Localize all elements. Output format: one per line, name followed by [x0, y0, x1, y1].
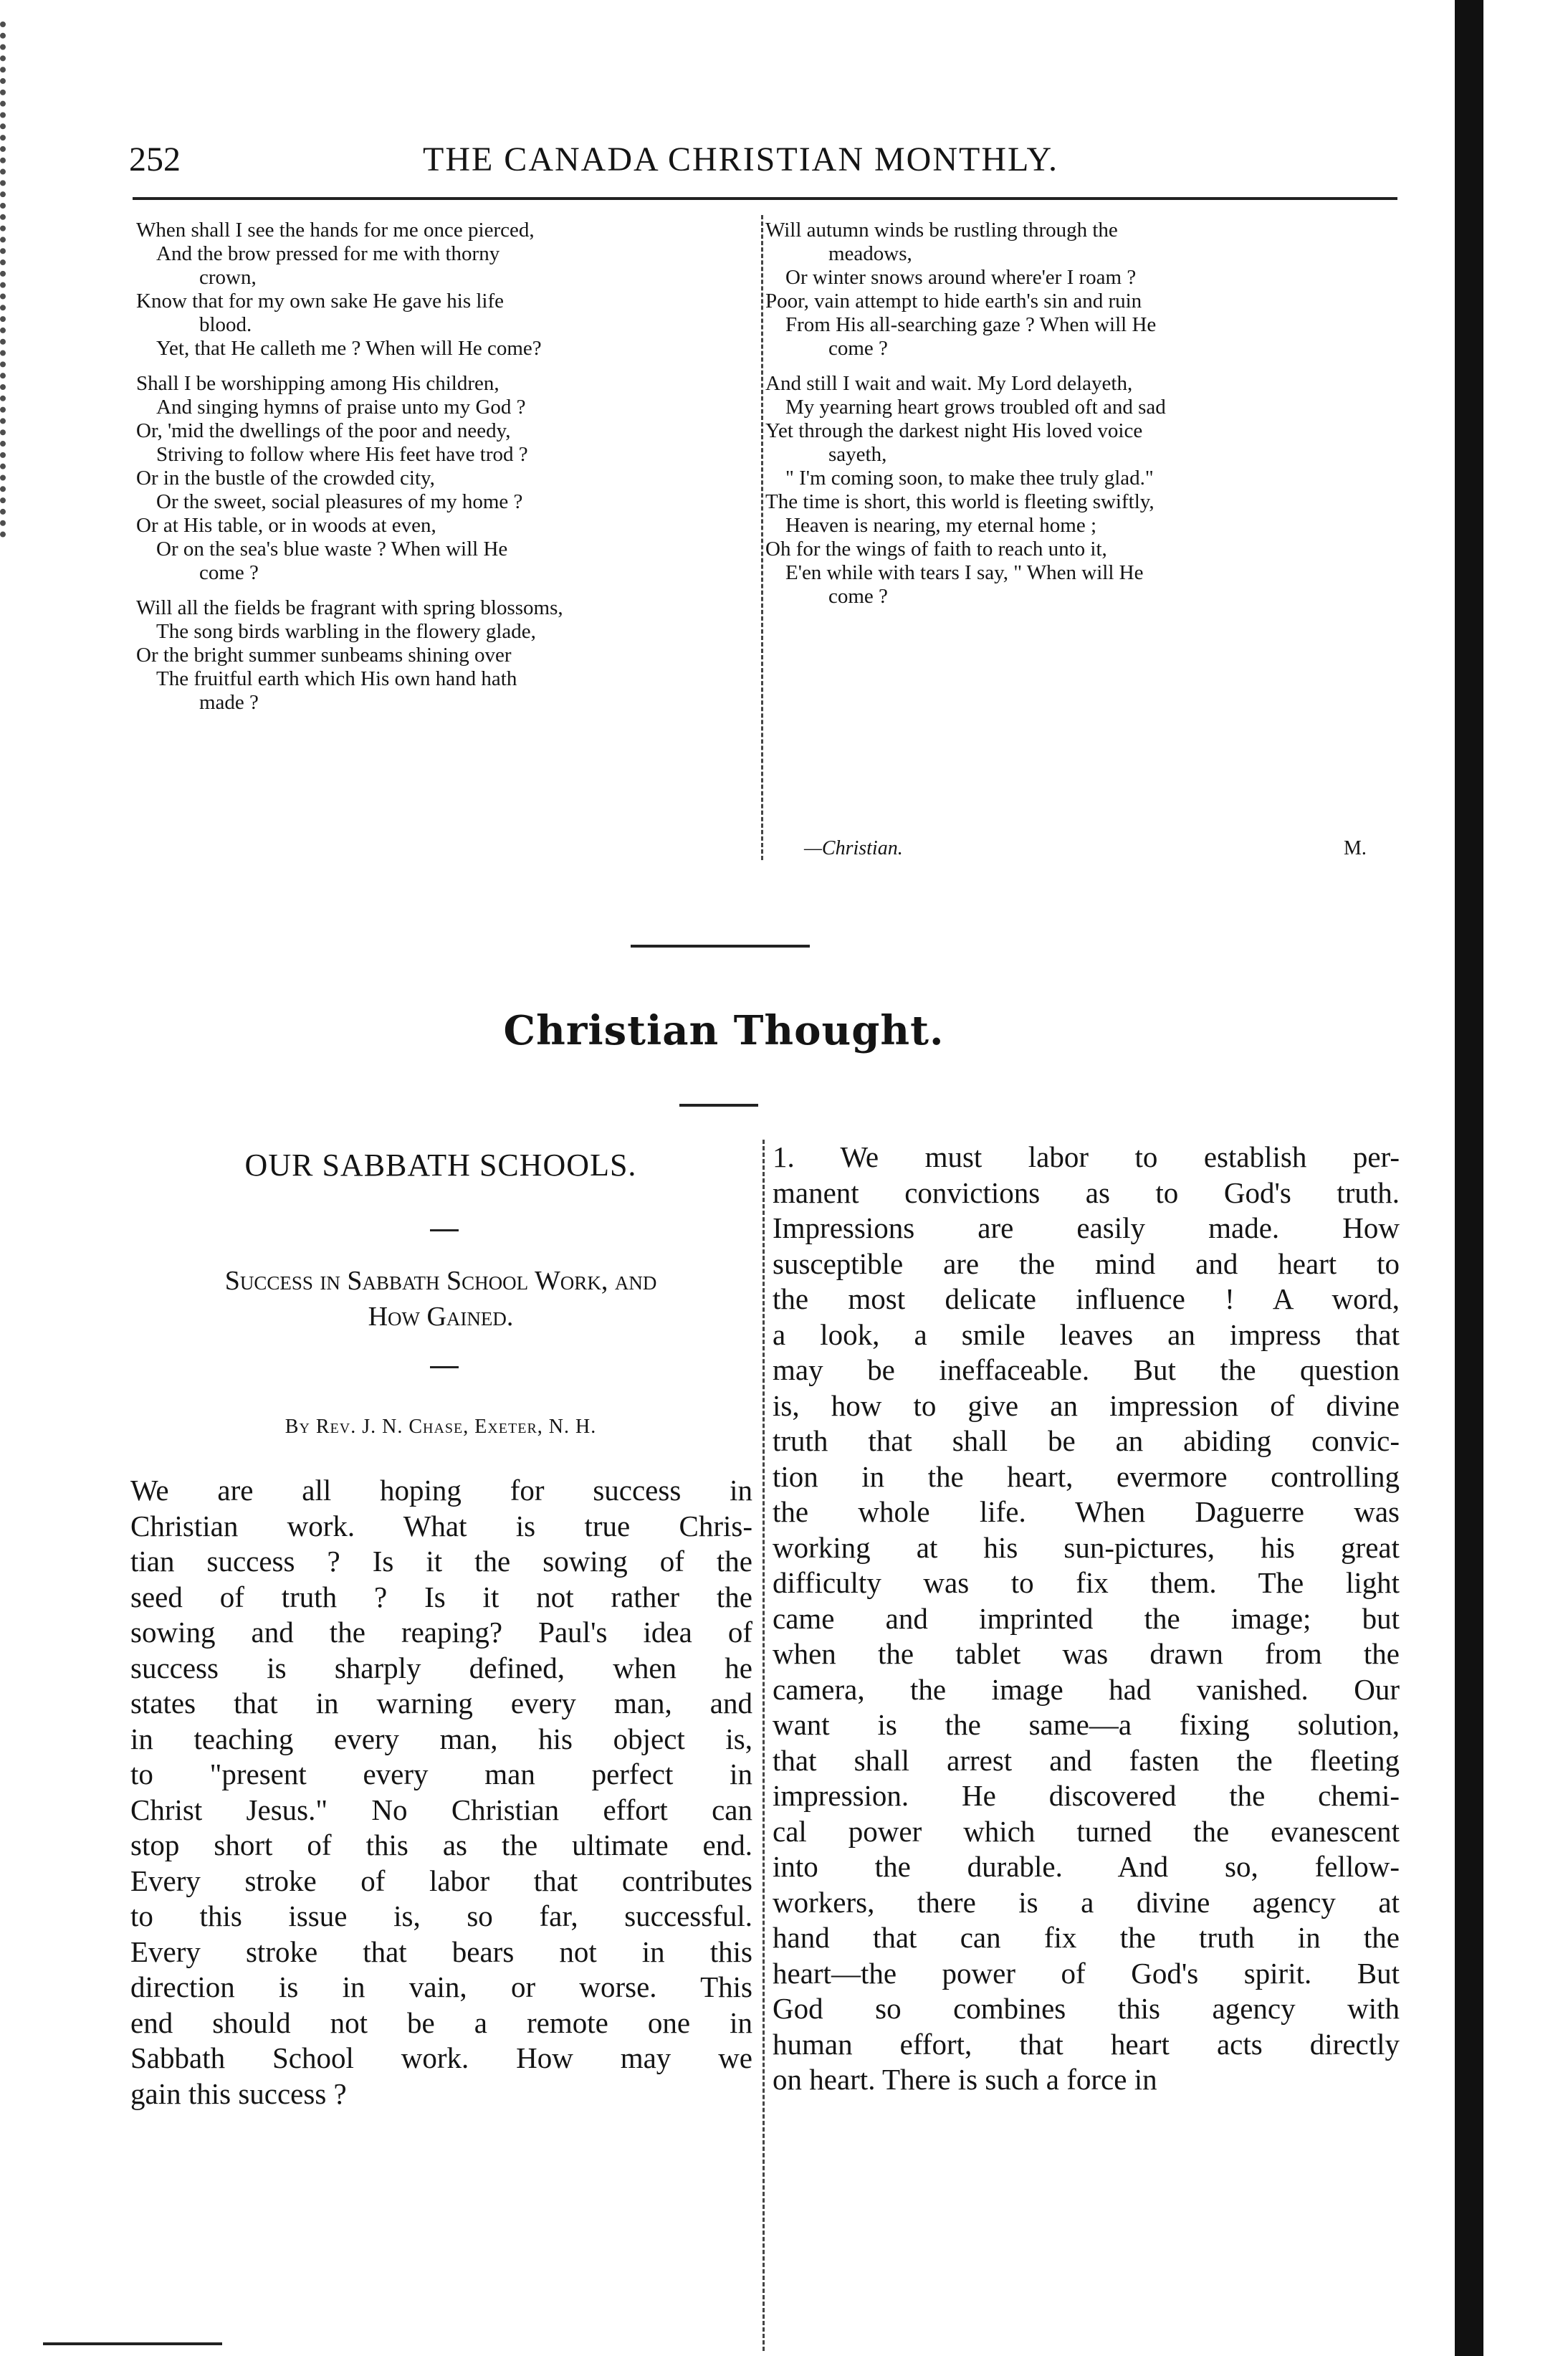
poem-source: —Christian.: [804, 837, 903, 859]
poem-line: Will autumn winds be rustling through the: [765, 219, 1118, 242]
poem-line: Poor, vain attempt to hide earth's sin and ruin: [765, 290, 1142, 313]
section-rule-top: [631, 945, 810, 948]
article-column-divider: [763, 1140, 765, 2351]
poem-line: The time is short, this world is fleeting swiftly,: [765, 490, 1155, 513]
article-line: that shall arrest and fasten the fleeting: [773, 1743, 1400, 1777]
article-line: to this issue is, so far, successful.: [130, 1899, 752, 1932]
article-line: end should not be a remote one in: [130, 2006, 752, 2039]
running-title: THE CANADA CHRISTIAN MONTHLY.: [423, 140, 1058, 178]
poem-column-divider: [761, 215, 763, 860]
poem-line: When shall I see the hands for me once pierced,: [136, 219, 535, 242]
article-line: the most delicate influence ! A word,: [773, 1282, 1400, 1315]
poem-line: Striving to follow where His feet have trod ?: [156, 443, 528, 466]
article-line: Every stroke that bears not in this: [130, 1935, 752, 1968]
article-line: cal power which turned the evanescent: [773, 1814, 1400, 1848]
article-line: impression. He discovered the chemi-: [773, 1779, 1400, 1812]
article-line: came and imprinted the image; but: [773, 1601, 1400, 1635]
article-column-right: [773, 1140, 1400, 2098]
poem-line: And singing hymns of praise unto my God ?: [156, 396, 526, 419]
poem-line: Shall I be worshipping among His children,: [136, 372, 499, 395]
poem-column-left: [136, 219, 752, 726]
section-heading: Christian Thought.: [503, 1007, 945, 1054]
article-line: success is sharply defined, when he: [130, 1651, 752, 1684]
article-line: difficulty was to fix them. The light: [773, 1566, 1400, 1599]
poem-line: And still I wait and wait. My Lord delayeth,: [765, 372, 1133, 395]
poem-line: crown,: [199, 266, 257, 289]
page-number: 252: [129, 140, 181, 178]
bottom-rule: [43, 2342, 222, 2345]
article-line: tian success ? Is it the sowing of the: [130, 1545, 752, 1578]
poem-line: Or winter snows around where'er I roam ?: [785, 266, 1137, 289]
poem-line: Or, 'mid the dwellings of the poor and needy,: [136, 419, 511, 442]
poem-line: From His all-searching gaze ? When will He: [785, 313, 1157, 336]
poem-stanza: [136, 596, 752, 715]
article-line: 1. We must labor to establish per-: [773, 1140, 1400, 1173]
poem-line: Yet through the darkest night His loved voice: [765, 419, 1143, 442]
article-subtitle-line-2: How Gained.: [368, 1302, 514, 1332]
poem-line: And the brow pressed for me with thorny: [156, 242, 500, 265]
article-line: heart—the power of God's spirit. But: [773, 1956, 1400, 1990]
article-line: states that in warning every man, and: [130, 1687, 752, 1720]
page-header: [129, 140, 1405, 190]
article-line: Christ Jesus." No Christian effort can: [130, 1793, 752, 1826]
article-line: manent convictions as to God's truth.: [773, 1175, 1400, 1209]
poem-line: Oh for the wings of faith to reach unto it,: [765, 538, 1107, 561]
article-line: God so combines this agency with: [773, 1992, 1400, 2025]
header-rule: [133, 197, 1397, 200]
article-line: sowing and the reaping? Paul's idea of: [130, 1616, 752, 1649]
poem-line: made ?: [199, 691, 259, 714]
poem-stanza: [765, 219, 1396, 361]
article-line: We are all hoping for success in: [130, 1474, 752, 1507]
poem-line: blood.: [199, 313, 252, 336]
title-dash: [430, 1229, 459, 1231]
article-line: Impressions are easily made. How: [773, 1211, 1400, 1244]
poem-column-right: [765, 219, 1396, 620]
article-line: working at his sun-pictures, his great: [773, 1530, 1400, 1564]
poem-line: come ?: [828, 585, 888, 608]
page-gutter-bar: [1455, 0, 1483, 2356]
poem-line: Yet, that He calleth me ? When will He come?: [156, 337, 542, 360]
poem-stanza: [136, 372, 752, 585]
subtitle-dash: [430, 1366, 459, 1368]
article-line: direction is in vain, or worse. This: [130, 1970, 752, 2003]
article-line: Every stroke of labor that contributes: [130, 1864, 752, 1897]
poem-line: Will all the fields be fragrant with spring blossoms,: [136, 596, 563, 619]
article-line: camera, the image had vanished. Our: [773, 1672, 1400, 1706]
article-line: is, how to give an impression of divine: [773, 1388, 1400, 1422]
article-line: hand that can fix the truth in the: [773, 1921, 1400, 1954]
article-line: a look, a smile leaves an impress that: [773, 1317, 1400, 1351]
poem-line: Or the sweet, social pleasures of my home ?: [156, 490, 523, 513]
poem-line: The song birds warbling in the flowery glade,: [156, 620, 536, 643]
article-line: Sabbath School work. How may we: [130, 2041, 752, 2074]
poem-line: Or at His table, or in woods at even,: [136, 514, 436, 537]
article-line: in teaching every man, his object is,: [130, 1722, 752, 1755]
article-line: Christian work. What is true Chris-: [130, 1509, 752, 1542]
article-column-left: [130, 1473, 752, 2112]
page-edge-shadow: [0, 22, 23, 538]
article-title: OUR SABBATH SCHOOLS.: [244, 1148, 637, 1183]
poem-line: " I'm coming soon, to make thee truly glad.": [785, 467, 1154, 490]
article-line: want is the same—a fixing solution,: [773, 1708, 1400, 1741]
article-line: stop short of this as the ultimate end.: [130, 1828, 752, 1861]
article-line: when the tablet was drawn from the: [773, 1637, 1400, 1670]
article-byline: By Rev. J. N. Chase, Exeter, N. H.: [285, 1416, 597, 1438]
poem-line: Or the bright summer sunbeams shining over: [136, 644, 512, 667]
poem-line: come ?: [828, 337, 888, 360]
poem-line: come ?: [199, 561, 259, 584]
article-line: seed of truth ? Is it not rather the: [130, 1580, 752, 1613]
section-rule-bottom: [679, 1104, 758, 1107]
poem-signature: M.: [1344, 837, 1367, 859]
poem-line: E'en while with tears I say, " When will He: [785, 561, 1144, 584]
poem-stanza: [765, 372, 1396, 609]
poem-line: My yearning heart grows troubled oft and sad: [785, 396, 1166, 419]
article-line: truth that shall be an abiding convic-: [773, 1424, 1400, 1457]
article-line: workers, there is a divine agency at: [773, 1885, 1400, 1919]
poem-line: meadows,: [828, 242, 912, 265]
poem-line: The fruitful earth which His own hand hath: [156, 667, 517, 690]
poem-line: Or in the bustle of the crowded city,: [136, 467, 435, 490]
article-line: on heart. There is such a force in: [773, 2063, 1157, 2096]
article-line: into the durable. And so, fellow-: [773, 1850, 1400, 1883]
poem-line: Heaven is nearing, my eternal home ;: [785, 514, 1097, 537]
poem-line: sayeth,: [828, 443, 887, 466]
article-line: may be ineffaceable. But the question: [773, 1353, 1400, 1386]
article-line: susceptible are the mind and heart to: [773, 1246, 1400, 1280]
poem-stanza: [136, 219, 752, 361]
poem-line: Or on the sea's blue waste ? When will He: [156, 538, 508, 561]
article-subtitle-line-1: Success in Sabbath School Work, and: [224, 1266, 657, 1296]
article-line: to "present every man perfect in: [130, 1758, 752, 1790]
article-subtitle: [129, 1263, 752, 1335]
article-line: human effort, that heart acts directly: [773, 2027, 1400, 2061]
poem-line: Know that for my own sake He gave his life: [136, 290, 505, 313]
article-line: tion in the heart, evermore controlling: [773, 1459, 1400, 1493]
article-line: the whole life. When Daguerre was: [773, 1495, 1400, 1528]
article-line: gain this success ?: [130, 2076, 347, 2110]
